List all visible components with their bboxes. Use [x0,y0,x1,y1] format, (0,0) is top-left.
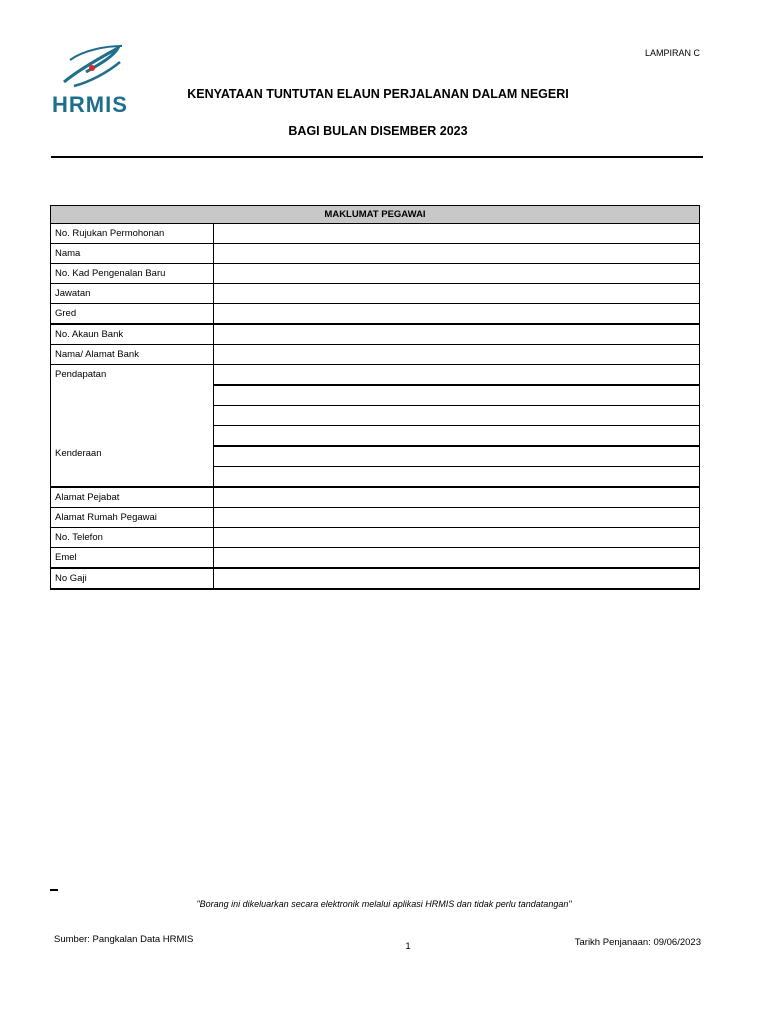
table-row [51,264,700,284]
grade-value [214,304,700,325]
income-value [214,406,700,426]
row-label: Gred [51,304,214,325]
officer-info-table [50,205,700,590]
table-row [51,324,700,345]
page-number: 1 [405,941,411,952]
row-label: Nama/ Alamat Bank [51,345,214,365]
vehicle-value [214,446,700,467]
attachment-label: LAMPIRAN C [644,48,700,58]
row-label: Jawatan [51,284,214,304]
vehicle-label: Kenderaan [55,448,102,459]
row-label: No. Rujukan Permohonan [51,224,214,244]
table-row [51,284,700,304]
bank-acc-value [214,324,700,345]
row-label: No. Kad Pengenalan Baru [51,264,214,284]
table-row [51,345,700,365]
document-title: KENYATAAN TUNTUTAN ELAUN PERJALANAN DALAM NEGERI [187,87,569,101]
table-row [51,508,700,528]
bank-addr-value [214,345,700,365]
table-heading: MAKLUMAT PEGAWAI [51,206,700,224]
row-label: No Gaji [51,568,214,589]
table-row [51,244,700,264]
table-row [51,304,700,325]
table-row [51,568,700,589]
header-divider [51,156,703,158]
logo-wordmark: HRMIS [52,92,128,117]
income-label: Pendapatan [55,369,107,380]
footer-dash [50,889,58,891]
row-label: No. Akaun Bank [51,324,214,345]
table-row [51,528,700,548]
ic-value [214,264,700,284]
home-addr-value [214,508,700,528]
vehicle-value [214,467,700,488]
office-addr-value [214,487,700,508]
electronic-form-note: "Borang ini dikeluarkan secara elektronik melalui aplikasi HRMIS dan tidak perlu tandatangan" [196,899,572,909]
row-label: Emel [51,548,214,569]
email-value [214,548,700,569]
income-vehicle-label [51,365,214,488]
document-subtitle: BAGI BULAN DISEMBER 2023 [288,124,468,138]
salary-no-value [214,568,700,589]
vehicle-value [214,426,700,447]
position-value [214,284,700,304]
table-row [51,487,700,508]
row-label: Alamat Pejabat [51,487,214,508]
income-value [214,365,700,386]
row-label: Nama [51,244,214,264]
hrmis-swoosh-icon [56,42,128,92]
table-row [51,224,700,244]
table-row [51,548,700,569]
name-value [214,244,700,264]
hrmis-logo [50,42,136,117]
data-source: Sumber: Pangkalan Data HRMIS [54,934,194,945]
row-label: No. Telefon [51,528,214,548]
phone-value [214,528,700,548]
table-row [51,365,700,386]
ref-value [214,224,700,244]
row-label: Alamat Rumah Pegawai [51,508,214,528]
generation-date: Tarikh Penjanaan: 09/06/2023 [574,937,701,948]
income-value [214,385,700,406]
